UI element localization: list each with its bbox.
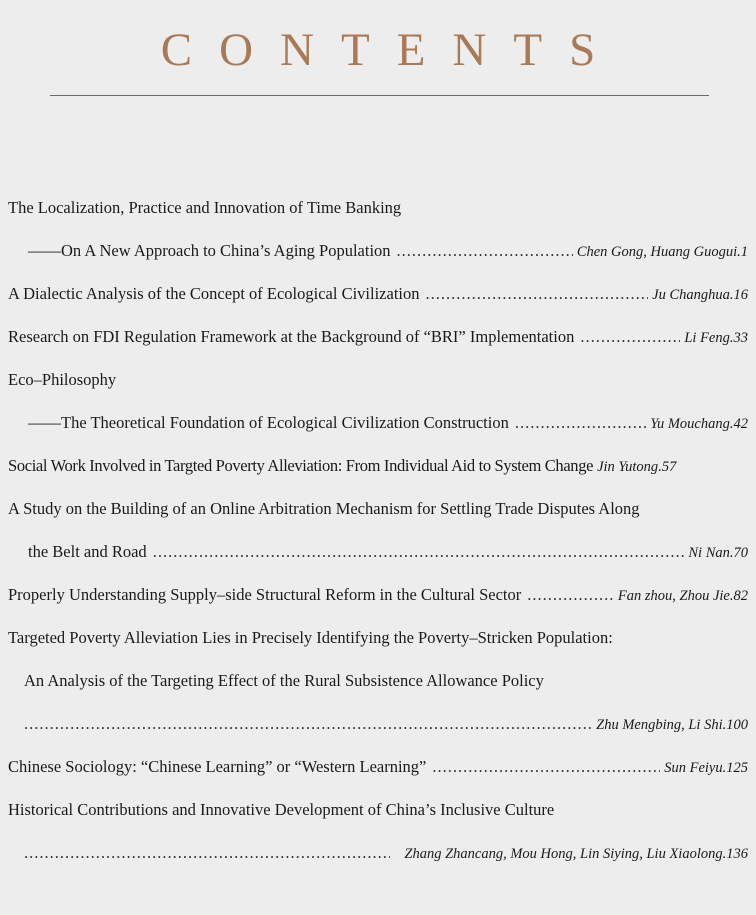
title-divider [50, 95, 709, 96]
toc-entry: ..... Zhang Zhancang, Mou Hong, Lin Siying, Liu Xiaolong . 136 [8, 831, 748, 874]
toc-entry-text: Chinese Sociology: “Chinese Learning” or “Western Learning” [8, 757, 427, 776]
toc-entry-page: 1 [740, 244, 748, 260]
toc-entry-author: Zhu Mengbing, Li Shi [596, 717, 723, 733]
leader-dots [432, 745, 660, 788]
toc-entry-title [8, 616, 748, 659]
toc-entry-text: the Belt and Road [28, 542, 147, 561]
toc-entry-text: A Dialectic Analysis of the Concept of Ecological Civilization [8, 284, 420, 303]
toc-entry-title [8, 358, 748, 401]
toc-entry-text: Historical Contributions and Innovative Development of China’s Inclusive Culture [8, 800, 555, 819]
toc-entry: Research on FDI Regulation Framework at the Background of “BRI” Implementation ..... Li Feng . 33 [8, 315, 748, 358]
leader-dots [24, 831, 390, 874]
toc-entry: Social Work Involved in Targted Poverty Alleviation: From Individual Aid to System Change Jin Yutong . 57 [8, 444, 748, 487]
toc-entry: Chinese Sociology: “Chinese Learning” or “Western Learning” ..... Sun Feiyu . 125 [8, 745, 748, 788]
toc-entry-author: Fan zhou, Zhou Jie [617, 588, 730, 604]
toc-entry-author: Jin Yutong [597, 459, 659, 475]
toc-entry-author: Ju Changhua [652, 287, 730, 303]
toc-entry-author: Yu Mouchang [650, 416, 730, 432]
toc-entry-page: 125 [726, 760, 748, 776]
toc-entry-text: Targeted Poverty Alleviation Lies in Precisely Identifying the Poverty–Stricken Population: [8, 628, 613, 647]
toc-entry: ..... Zhu Mengbing, Li Shi . 100 [8, 702, 748, 745]
page-title: CONTENTS [160, 24, 623, 76]
toc-entry-text: Eco–Philosophy [8, 370, 117, 389]
toc-entry-author: Zhang Zhancang, Mou Hong, Lin Siying, Liu Xiaolong [404, 846, 723, 862]
toc-entry-text: Properly Understanding Supply–side Structural Reform in the Cultural Sector [8, 585, 522, 604]
toc-entry-text: The Localization, Practice and Innovation of Time Banking [8, 198, 402, 217]
toc-entry-page: 42 [733, 416, 748, 432]
toc-entry-text: Research on FDI Regulation Framework at the Background of “BRI” Implementation [8, 327, 575, 346]
toc-entry-title [8, 186, 748, 229]
toc-entry-text: ——On A New Approach to China’s Aging Population [28, 241, 391, 260]
toc-entry-page: 70 [733, 545, 748, 561]
leader-dots [515, 401, 646, 444]
toc-entry: Properly Understanding Supply–side Structural Reform in the Cultural Sector ..... Fan zhou, Zhou Jie . 82 [8, 573, 748, 616]
toc-entry-title [8, 659, 748, 702]
leader-dots [580, 315, 680, 358]
toc-entry-author: Sun Feiyu [664, 760, 723, 776]
leader-dots [24, 702, 592, 745]
toc-entry: A Dialectic Analysis of the Concept of Ecological Civilization ..... Ju Changhua . 16 [8, 272, 748, 315]
toc-entry-author: Ni Nan [688, 545, 730, 561]
toc-entry-author: Chen Gong, Huang Guogui [576, 244, 738, 260]
toc-entry-text: An Analysis of the Targeting Effect of the Rural Subsistence Allowance Policy [24, 671, 544, 690]
table-of-contents [8, 186, 748, 874]
toc-entry-page: 136 [726, 846, 748, 862]
toc-entry: ——On A New Approach to China’s Aging Population ..... Chen Gong, Huang Guogui . 1 [8, 229, 748, 272]
leader-dots [397, 229, 573, 272]
toc-entry-page: 100 [726, 717, 748, 733]
toc-entry-title [8, 788, 748, 831]
toc-entry-text: ——The Theoretical Foundation of Ecological Civilization Construction [28, 413, 509, 432]
toc-entry-page: 57 [661, 459, 677, 475]
toc-entry-title [8, 487, 748, 530]
toc-entry-page: 33 [733, 330, 748, 346]
toc-entry-author: Li Feng [684, 330, 730, 346]
leader-dots [426, 272, 649, 315]
leader-dots [527, 573, 614, 616]
toc-entry-text: A Study on the Building of an Online Arbitration Mechanism for Settling Trade Disputes Along [8, 499, 640, 518]
toc-entry-page: 82 [733, 588, 748, 604]
toc-entry: ——The Theoretical Foundation of Ecological Civilization Construction ..... Yu Mouchang . 42 [8, 401, 748, 444]
leader-dots [153, 530, 685, 573]
toc-entry: the Belt and Road ..... Ni Nan . 70 [8, 530, 748, 573]
toc-entry-text: Social Work Involved in Targted Poverty Alleviation: From Individual Aid to System Change [8, 456, 594, 475]
toc-entry-page: 16 [733, 287, 748, 303]
